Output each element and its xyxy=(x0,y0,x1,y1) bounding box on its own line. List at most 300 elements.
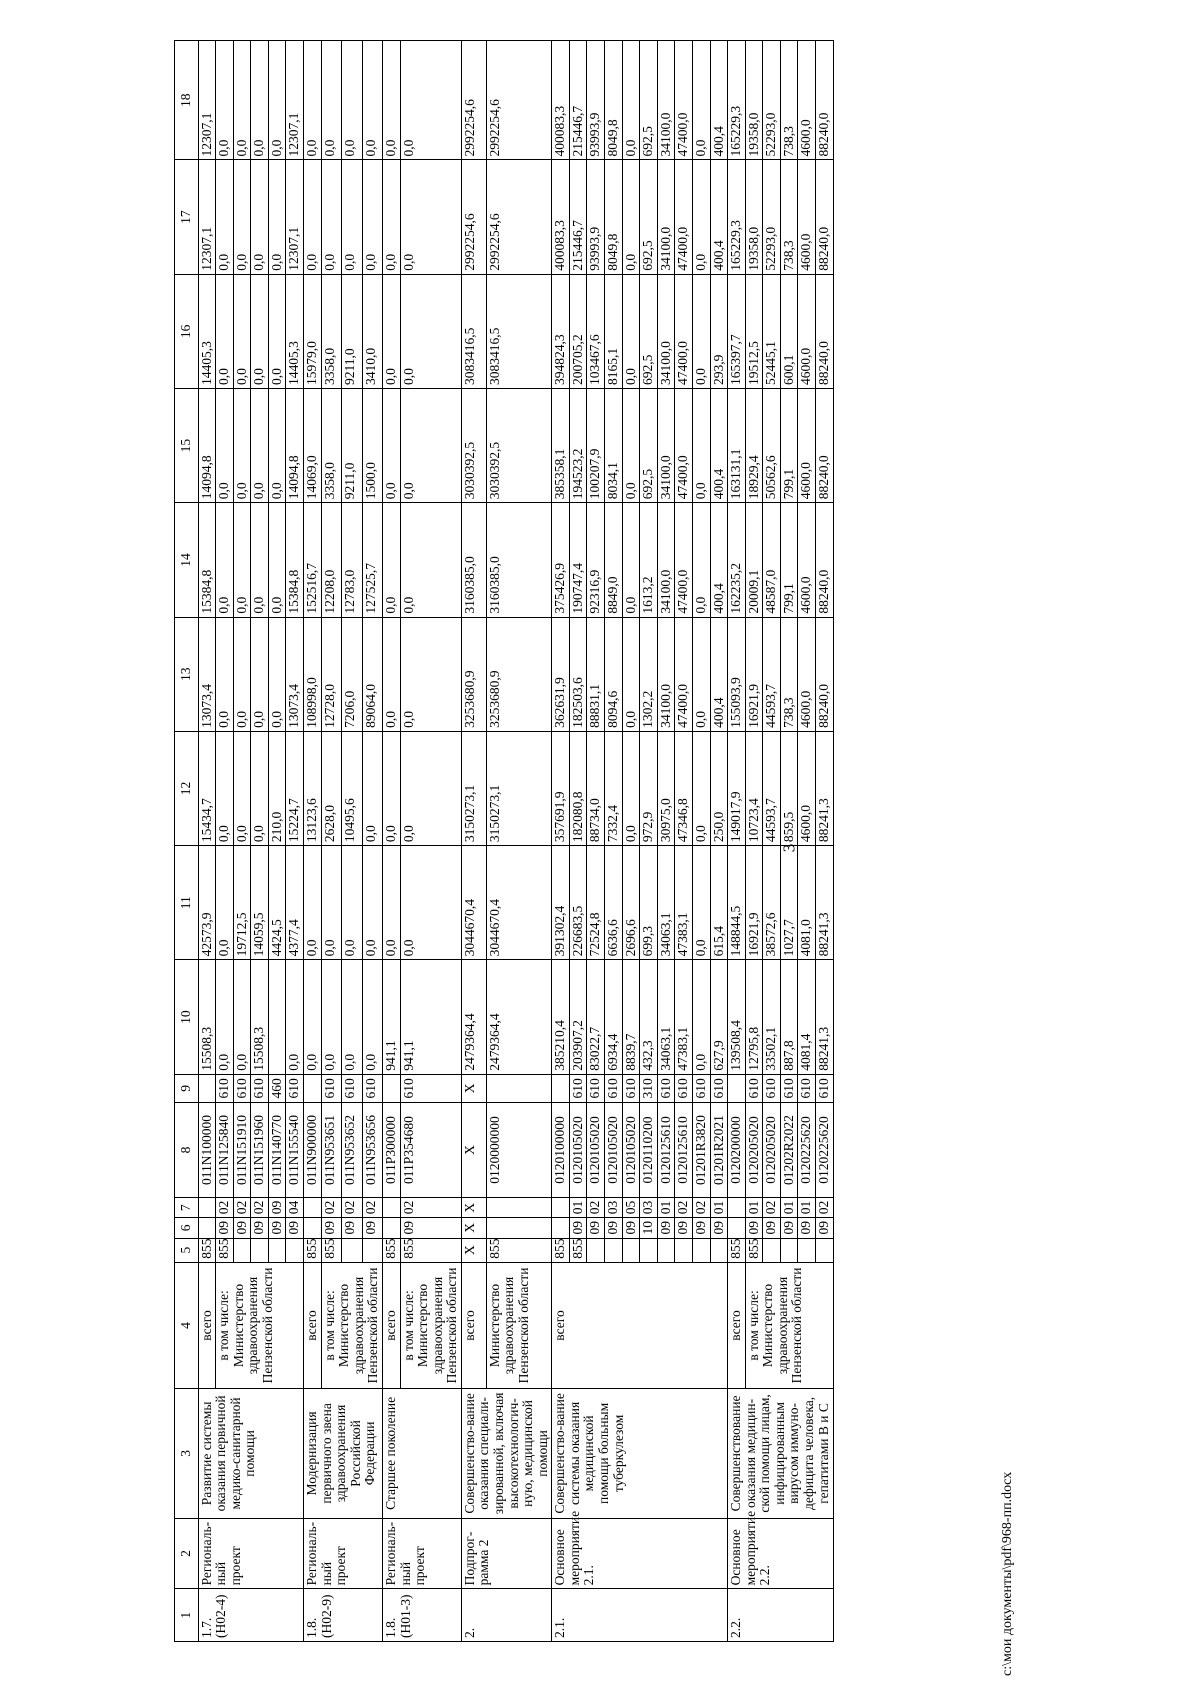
code-c5 xyxy=(605,1238,623,1262)
code-c6: 09 xyxy=(657,1218,675,1238)
amount-cell: 1027,7 xyxy=(780,846,798,960)
code-c6: 09 xyxy=(710,1218,728,1238)
amount-cell: 6636,6 xyxy=(605,846,623,960)
amount-cell: 615,4 xyxy=(710,846,728,960)
amount-cell: 0,0 xyxy=(233,41,251,160)
amount-cell: 52293,0 xyxy=(763,160,781,274)
amount-cell: 0,0 xyxy=(692,617,710,731)
code-c8: 01201R2021 xyxy=(710,1103,728,1198)
amount-cell: 165397,7 xyxy=(728,274,746,388)
amount-cell: 0,0 xyxy=(400,274,461,388)
amount-cell: 33502,1 xyxy=(763,960,781,1074)
amount-cell: 692,5 xyxy=(640,160,658,274)
amount-cell: 47400,0 xyxy=(675,274,693,388)
code-c7: 02 xyxy=(587,1198,605,1218)
header-cell: 16 xyxy=(175,274,199,388)
amount-cell: 8049,8 xyxy=(605,160,623,274)
item-type: Основное мероприятие 2.1. xyxy=(552,1518,728,1589)
amount-cell: 738,3 xyxy=(780,617,798,731)
code-c9: 610 xyxy=(362,1074,382,1102)
amount-cell: 0,0 xyxy=(251,41,269,160)
amount-cell: 2479364,4 xyxy=(461,960,486,1074)
amount-cell: 47346,8 xyxy=(675,731,693,845)
amount-cell: 941,1 xyxy=(382,960,400,1074)
code-c9: 610 xyxy=(321,1074,341,1102)
amount-cell: 34100,0 xyxy=(657,274,675,388)
code-c8: X xyxy=(461,1103,486,1198)
amount-cell: 89064,0 xyxy=(362,617,382,731)
amount-cell: 3083416,5 xyxy=(461,274,486,388)
amount-cell: 152516,7 xyxy=(304,503,322,617)
amount-cell: 34100,0 xyxy=(657,389,675,503)
code-c8: 011N140770 xyxy=(268,1103,286,1198)
code-c7 xyxy=(486,1198,552,1218)
amount-cell: 8165,1 xyxy=(605,274,623,388)
amount-cell: 34063,1 xyxy=(657,960,675,1074)
amount-cell: 12307,1 xyxy=(198,41,216,160)
amount-cell: 0,0 xyxy=(216,731,234,845)
amount-cell: 0,0 xyxy=(400,160,461,274)
code-c9: 610 xyxy=(569,1074,587,1102)
amount-cell: 100207,9 xyxy=(587,389,605,503)
amount-cell: 0,0 xyxy=(400,503,461,617)
code-c9: 610 xyxy=(675,1074,693,1102)
amount-cell: 12728,0 xyxy=(321,617,341,731)
amount-cell: 0,0 xyxy=(622,617,640,731)
code-c7: X xyxy=(461,1198,486,1218)
amount-cell: 14094,8 xyxy=(198,389,216,503)
code-c6: 09 xyxy=(268,1218,286,1238)
amount-cell: 8849,0 xyxy=(605,503,623,617)
code-c8: 011N953651 xyxy=(321,1103,341,1198)
code-c6: 09 xyxy=(780,1218,798,1238)
code-c9: 610 xyxy=(657,1074,675,1102)
amount-cell: 0,0 xyxy=(362,41,382,160)
amount-cell: 88241,3 xyxy=(815,846,833,960)
amount-cell: 0,0 xyxy=(342,960,362,1074)
item-name: Модернизация первичного звена здравоохранения Российской Федерации xyxy=(304,1389,383,1518)
amount-cell: 0,0 xyxy=(233,389,251,503)
amount-cell: 34100,0 xyxy=(657,160,675,274)
amount-cell: 400,4 xyxy=(710,617,728,731)
amount-cell: 799,1 xyxy=(780,389,798,503)
amount-cell: 0,0 xyxy=(216,960,234,1074)
amount-cell: 3044670,4 xyxy=(461,846,486,960)
amount-cell: 44593,7 xyxy=(763,617,781,731)
amount-cell: 182080,8 xyxy=(569,731,587,845)
amount-cell: 19512,5 xyxy=(745,274,763,388)
amount-cell: 12208,0 xyxy=(321,503,341,617)
code-c5 xyxy=(233,1238,251,1262)
code-c5 xyxy=(251,1238,269,1262)
amount-cell: 4081,4 xyxy=(798,960,816,1074)
amount-cell: 0,0 xyxy=(400,617,461,731)
amount-cell: 8094,6 xyxy=(605,617,623,731)
amount-cell: 0,0 xyxy=(622,41,640,160)
header-cell: 12 xyxy=(175,731,199,845)
amount-cell: 12307,1 xyxy=(286,160,304,274)
code-c9 xyxy=(304,1074,322,1102)
item-type: Подпрог- рамма 2 xyxy=(461,1518,551,1589)
amount-cell: 0,0 xyxy=(216,41,234,160)
amount-cell: 0,0 xyxy=(622,731,640,845)
code-c5 xyxy=(657,1238,675,1262)
code-c7: 02 xyxy=(763,1198,781,1218)
header-cell: 18 xyxy=(175,41,199,160)
code-c5: 855 xyxy=(745,1238,763,1262)
item-number: 1.7. (Н02-4) xyxy=(198,1589,303,1642)
amount-cell: 0,0 xyxy=(268,41,286,160)
code-c6: 09 xyxy=(251,1218,269,1238)
amount-cell: 0,0 xyxy=(233,617,251,731)
amount-cell: 3358,0 xyxy=(321,389,341,503)
table-row xyxy=(728,41,746,1642)
amount-cell: 162235,2 xyxy=(728,503,746,617)
header-cell: 15 xyxy=(175,389,199,503)
header-cell: 11 xyxy=(175,846,199,960)
header-cell: 9 xyxy=(175,1074,199,1102)
executor-cell: всего xyxy=(728,1262,746,1388)
header-cell: 1 xyxy=(175,1589,199,1642)
code-c9: 610 xyxy=(400,1074,461,1102)
amount-cell: 738,3 xyxy=(780,41,798,160)
amount-cell: 38572,6 xyxy=(763,846,781,960)
code-c9: 610 xyxy=(798,1074,816,1102)
code-c6: 09 xyxy=(216,1218,234,1238)
amount-cell: 0,0 xyxy=(692,389,710,503)
budget-table xyxy=(174,40,834,1642)
code-c6: 09 xyxy=(763,1218,781,1238)
amount-cell: 200705,2 xyxy=(569,274,587,388)
amount-cell: 0,0 xyxy=(268,503,286,617)
code-c9: 610 xyxy=(710,1074,728,1102)
code-c6: 09 xyxy=(362,1218,382,1238)
code-c5 xyxy=(622,1238,640,1262)
amount-cell: 6934,4 xyxy=(605,960,623,1074)
executor-cell: Министерство здравоохранения Пензенской области xyxy=(486,1262,552,1388)
amount-cell: 148844,5 xyxy=(728,846,746,960)
amount-cell: 0,0 xyxy=(251,503,269,617)
code-c9: 460 xyxy=(268,1074,286,1102)
amount-cell: 47400,0 xyxy=(675,617,693,731)
code-c6: 09 xyxy=(286,1218,304,1238)
amount-cell: 19358,0 xyxy=(745,160,763,274)
amount-cell: 88241,3 xyxy=(815,731,833,845)
code-c7: 02 xyxy=(233,1198,251,1218)
amount-cell: 0,0 xyxy=(622,389,640,503)
item-name: Совершенство-вание оказания специали-зированной, включая высокотехнологич-ную, медицинской помощи xyxy=(461,1389,551,1518)
amount-cell: 0,0 xyxy=(400,389,461,503)
amount-cell: 194523,2 xyxy=(569,389,587,503)
item-type: Региональ- ный проект xyxy=(382,1518,461,1589)
amount-cell: 0,0 xyxy=(304,160,322,274)
amount-cell: 362631,9 xyxy=(552,617,570,731)
amount-cell: 15384,8 xyxy=(286,503,304,617)
amount-cell: 0,0 xyxy=(216,846,234,960)
item-name: Совершенство-вание системы оказания медицинской помощи больным туберкулезом xyxy=(552,1389,728,1518)
amount-cell: 2696,6 xyxy=(622,846,640,960)
amount-cell: 13123,6 xyxy=(304,731,322,845)
amount-cell: 44593,7 xyxy=(763,731,781,845)
code-c5 xyxy=(675,1238,693,1262)
amount-cell: 692,5 xyxy=(640,274,658,388)
amount-cell: 0,0 xyxy=(692,960,710,1074)
amount-cell: 0,0 xyxy=(304,41,322,160)
amount-cell: 155093,9 xyxy=(728,617,746,731)
code-c7 xyxy=(728,1198,746,1218)
amount-cell: 0,0 xyxy=(400,731,461,845)
amount-cell: 0,0 xyxy=(216,389,234,503)
amount-cell: 972,9 xyxy=(640,731,658,845)
amount-cell: 88240,0 xyxy=(815,503,833,617)
code-c8: 011N155540 xyxy=(286,1103,304,1198)
amount-cell: 14094,8 xyxy=(286,389,304,503)
code-c5: 855 xyxy=(304,1238,322,1262)
amount-cell: 88241,3 xyxy=(815,960,833,1074)
amount-cell: 738,3 xyxy=(780,160,798,274)
code-c5: 855 xyxy=(486,1238,552,1262)
amount-cell: 48587,0 xyxy=(763,503,781,617)
code-c6: 09 xyxy=(342,1218,362,1238)
code-c8: 011P354680 xyxy=(400,1103,461,1198)
amount-cell: 4600,0 xyxy=(798,274,816,388)
item-type: Региональ- ный проект xyxy=(304,1518,383,1589)
amount-cell: 52293,0 xyxy=(763,41,781,160)
code-c6: 09 xyxy=(233,1218,251,1238)
amount-cell: 4377,4 xyxy=(286,846,304,960)
code-c9: 610 xyxy=(233,1074,251,1102)
amount-cell: 20009,1 xyxy=(745,503,763,617)
amount-cell: 0,0 xyxy=(233,160,251,274)
amount-cell: 0,0 xyxy=(382,160,400,274)
amount-cell: 14405,3 xyxy=(198,274,216,388)
header-cell: 4 xyxy=(175,1262,199,1388)
code-c7: 05 xyxy=(622,1198,640,1218)
amount-cell: 108998,0 xyxy=(304,617,322,731)
executor-cell: всего xyxy=(304,1262,322,1388)
code-c6: 09 xyxy=(692,1218,710,1238)
amount-cell: 34100,0 xyxy=(657,617,675,731)
amount-cell: 93993,9 xyxy=(587,41,605,160)
code-c9: 610 xyxy=(587,1074,605,1102)
amount-cell: 8034,1 xyxy=(605,389,623,503)
item-number: 2. xyxy=(461,1589,551,1642)
amount-cell: 0,0 xyxy=(342,160,362,274)
amount-cell: 0,0 xyxy=(382,846,400,960)
code-c8: 0120225620 xyxy=(798,1103,816,1198)
amount-cell: 12307,1 xyxy=(286,41,304,160)
code-c6: 09 xyxy=(798,1218,816,1238)
code-c9: 610 xyxy=(286,1074,304,1102)
amount-cell: 19358,0 xyxy=(745,41,763,160)
item-name: Совершенствование оказания медицин-ской помощи лицам, инфицированным вирусом иммуно-дефицита человека, гепатитами В и С xyxy=(728,1389,833,1518)
amount-cell: 4600,0 xyxy=(798,389,816,503)
amount-cell: 3358,0 xyxy=(321,274,341,388)
amount-cell: 182503,6 xyxy=(569,617,587,731)
amount-cell: 210,0 xyxy=(268,731,286,845)
code-c5 xyxy=(710,1238,728,1262)
code-c5: 855 xyxy=(552,1238,570,1262)
code-c8: 0120100000 xyxy=(552,1103,570,1198)
header-row xyxy=(175,41,199,1642)
code-c8: 011N151910 xyxy=(233,1103,251,1198)
amount-cell: 375426,9 xyxy=(552,503,570,617)
code-c9 xyxy=(552,1074,570,1102)
amount-cell: 3253680,9 xyxy=(486,617,552,731)
executor-cell: всего xyxy=(382,1262,400,1388)
code-c8: 011P300000 xyxy=(382,1103,400,1198)
amount-cell: 92316,9 xyxy=(587,503,605,617)
item-name: Старшее поколение xyxy=(382,1389,461,1518)
code-c7 xyxy=(382,1198,400,1218)
amount-cell: 4600,0 xyxy=(798,617,816,731)
code-c7: 04 xyxy=(286,1198,304,1218)
amount-cell: 0,0 xyxy=(692,503,710,617)
code-c8: 0120105020 xyxy=(569,1103,587,1198)
code-c7: 02 xyxy=(342,1198,362,1218)
page-number: 3 xyxy=(779,843,799,853)
code-c6: 09 xyxy=(815,1218,833,1238)
code-c9: 610 xyxy=(745,1074,763,1102)
amount-cell: 699,3 xyxy=(640,846,658,960)
amount-cell: 203907,2 xyxy=(569,960,587,1074)
amount-cell: 400083,3 xyxy=(552,160,570,274)
amount-cell: 127525,7 xyxy=(362,503,382,617)
code-c8: 0120205020 xyxy=(763,1103,781,1198)
amount-cell: 47400,0 xyxy=(675,503,693,617)
item-name: Развитие системы оказания первичной медико-санитарной помощи xyxy=(198,1389,303,1518)
amount-cell: 14405,3 xyxy=(286,274,304,388)
code-c7: 02 xyxy=(321,1198,341,1218)
amount-cell: 0,0 xyxy=(400,41,461,160)
code-c5 xyxy=(763,1238,781,1262)
code-c6 xyxy=(382,1218,400,1238)
executor-cell: всего xyxy=(552,1262,728,1388)
amount-cell: 93993,9 xyxy=(587,160,605,274)
amount-cell: 600,1 xyxy=(780,274,798,388)
executor-cell: в том числе: Министерство здравоохранения Пензенской области xyxy=(216,1262,304,1388)
amount-cell: 47383,1 xyxy=(675,960,693,1074)
amount-cell: 0,0 xyxy=(382,274,400,388)
amount-cell: 692,5 xyxy=(640,389,658,503)
code-c8: 0120200000 xyxy=(728,1103,746,1198)
code-c8: 0120105020 xyxy=(622,1103,640,1198)
amount-cell: 400,4 xyxy=(710,503,728,617)
amount-cell: 50562,6 xyxy=(763,389,781,503)
amount-cell: 42573,9 xyxy=(198,846,216,960)
code-c8: 011N900000 xyxy=(304,1103,322,1198)
amount-cell: 0,0 xyxy=(251,617,269,731)
code-c7: 03 xyxy=(605,1198,623,1218)
amount-cell: 0,0 xyxy=(692,846,710,960)
amount-cell: 0,0 xyxy=(216,274,234,388)
code-c8: 011N100000 xyxy=(198,1103,216,1198)
amount-cell: 400083,3 xyxy=(552,41,570,160)
table-row xyxy=(198,41,216,1642)
executor-cell: всего xyxy=(198,1262,216,1388)
amount-cell: 88240,0 xyxy=(815,389,833,503)
amount-cell: 16921,9 xyxy=(745,617,763,731)
amount-cell: 72524,8 xyxy=(587,846,605,960)
amount-cell: 8049,8 xyxy=(605,41,623,160)
amount-cell: 3253680,9 xyxy=(461,617,486,731)
amount-cell: 0,0 xyxy=(251,389,269,503)
amount-cell: 0,0 xyxy=(342,41,362,160)
table-body xyxy=(198,41,833,1642)
amount-cell: 0,0 xyxy=(251,731,269,845)
amount-cell: 10495,6 xyxy=(342,731,362,845)
code-c7: 02 xyxy=(362,1198,382,1218)
item-number: 2.2. xyxy=(728,1589,833,1642)
code-c6: X xyxy=(461,1218,486,1238)
code-c9 xyxy=(486,1074,552,1102)
code-c6: 10 xyxy=(640,1218,658,1238)
code-c5: 855 xyxy=(216,1238,234,1262)
amount-cell: 0,0 xyxy=(286,960,304,1074)
amount-cell: 0,0 xyxy=(382,389,400,503)
amount-cell: 18929,4 xyxy=(745,389,763,503)
amount-cell: 215446,7 xyxy=(569,160,587,274)
amount-cell: 139508,4 xyxy=(728,960,746,1074)
amount-cell: 0,0 xyxy=(233,960,251,1074)
executor-cell: в том числе: Министерство здравоохранения Пензенской области xyxy=(400,1262,461,1388)
amount-cell: 149017,9 xyxy=(728,731,746,845)
code-c5 xyxy=(286,1238,304,1262)
code-c5 xyxy=(587,1238,605,1262)
code-c7: 01 xyxy=(745,1198,763,1218)
amount-cell: 391302,4 xyxy=(552,846,570,960)
amount-cell: 19712,5 xyxy=(233,846,251,960)
item-number: 1.8. (Н02-9) xyxy=(304,1589,383,1642)
amount-cell: 3410,0 xyxy=(362,274,382,388)
amount-cell: 0,0 xyxy=(342,846,362,960)
code-c6: 09 xyxy=(400,1218,461,1238)
amount-cell: 0,0 xyxy=(692,41,710,160)
amount-cell: 165229,3 xyxy=(728,160,746,274)
amount-cell: 0,0 xyxy=(268,160,286,274)
header-cell: 6 xyxy=(175,1218,199,1238)
amount-cell: 13073,4 xyxy=(198,617,216,731)
header-cell: 14 xyxy=(175,503,199,617)
header-cell: 7 xyxy=(175,1198,199,1218)
code-c8: 0120105020 xyxy=(587,1103,605,1198)
code-c8: 0120105020 xyxy=(605,1103,623,1198)
code-c5 xyxy=(815,1238,833,1262)
amount-cell: 9211,0 xyxy=(342,274,362,388)
amount-cell: 165229,3 xyxy=(728,41,746,160)
amount-cell: 394824,3 xyxy=(552,274,570,388)
code-c5 xyxy=(268,1238,286,1262)
code-c5 xyxy=(640,1238,658,1262)
item-type: Региональ- ный проект xyxy=(198,1518,303,1589)
table-row xyxy=(461,41,486,1642)
amount-cell: 0,0 xyxy=(692,274,710,388)
header-cell: 5 xyxy=(175,1238,199,1262)
code-c6 xyxy=(304,1218,322,1238)
code-c7: 01 xyxy=(657,1198,675,1218)
amount-cell: 0,0 xyxy=(304,960,322,1074)
amount-cell: 12795,8 xyxy=(745,960,763,1074)
code-c8: 0120000000 xyxy=(486,1103,552,1198)
amount-cell: 9211,0 xyxy=(342,389,362,503)
amount-cell: 0,0 xyxy=(251,160,269,274)
amount-cell: 15384,8 xyxy=(198,503,216,617)
amount-cell: 400,4 xyxy=(710,160,728,274)
amount-cell: 0,0 xyxy=(362,731,382,845)
item-number: 1.8. (Н01-3) xyxy=(382,1589,461,1642)
amount-cell: 1302,2 xyxy=(640,617,658,731)
item-type: Основное мероприятие 2.2. xyxy=(728,1518,833,1589)
